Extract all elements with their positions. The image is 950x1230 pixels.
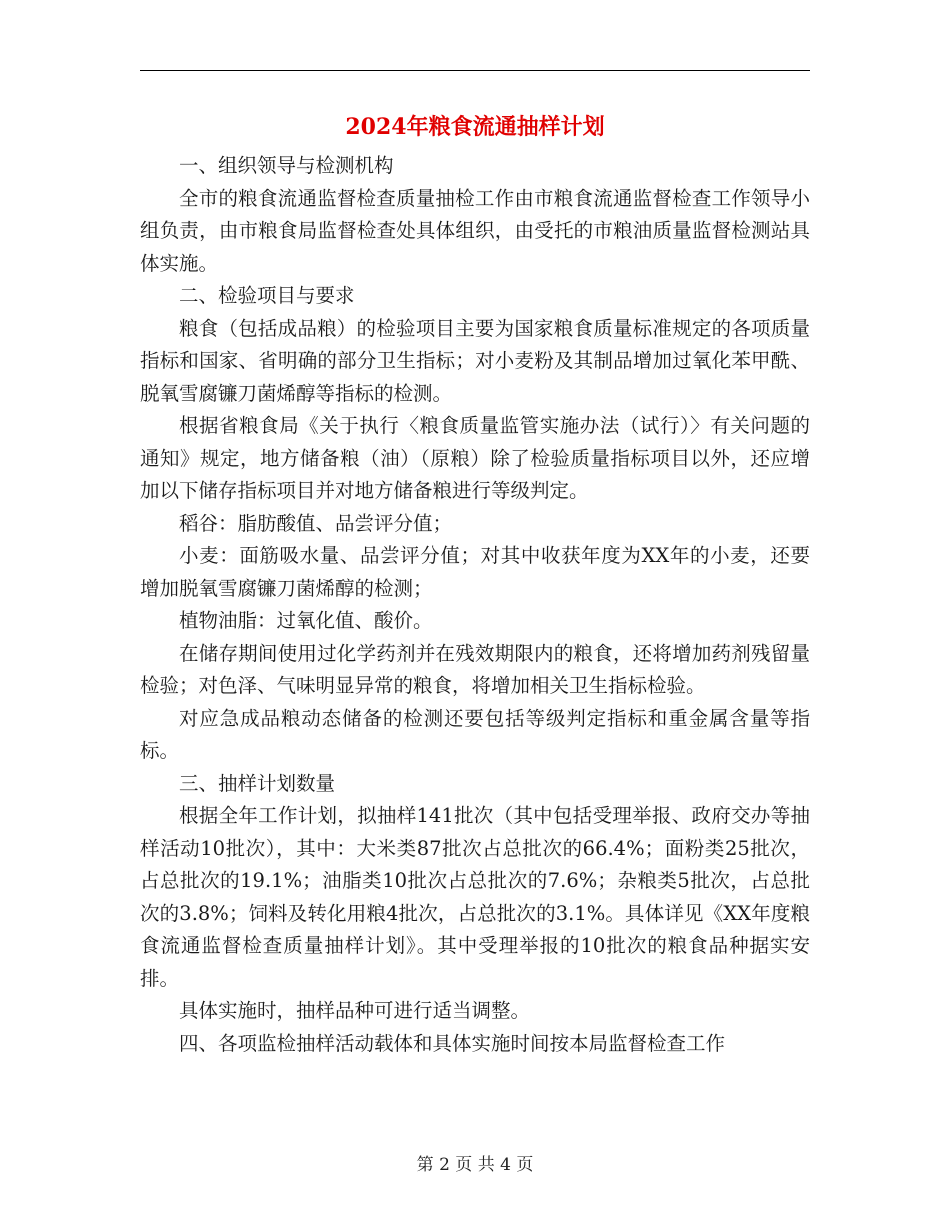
paragraph-organization: 全市的粮食流通监督检查质量抽检工作由市粮食流通监督检查工作领导小组负责，由市粮食局监督检查处具体组织，由受托的市粮油质量监督检测站具体实施。 [140,186,810,275]
paragraph-emergency-reserve: 对应急成品粮动态储备的检测还要包括等级判定指标和重金属含量等指标。 [140,706,810,762]
section-heading-1: 一、组织领导与检测机构 [179,154,394,177]
paragraph-rice: 稻谷：脂肪酸值、品尝评分值； [179,511,453,535]
section-heading-3: 三、抽样计划数量 [179,771,336,795]
paragraph-chemical-residue: 在储存期间使用过化学药剂并在残效期限内的粮食，还将增加药剂残留量检验；对色泽、气味明显异常的粮食，将增加相关卫生指标检验。 [140,641,810,697]
paragraph-sampling-quantity: 根据全年工作计划，拟抽样141批次（其中包括受理举报、政府交办等抽样活动10批次），其中：大米类87批次占总批次的66.4%；面粉类25批次，占总批次的19.1%；油脂类10批次占总批次的7.6%；杂粮类5批次，占总批次的3.8%；饲料及转化用粮4批次，占总批次的3.1%。具体详见《XX年度粮食流通监督检查质量抽样计划》。其中受理举报的10批次的粮食品种据实安排。 [140,804,810,990]
document-title: 2024年粮食流通抽样计划 [345,114,605,140]
paragraph-inspection-items: 粮食（包括成品粮）的检验项目主要为国家粮食质量标准规定的各项质量指标和国家、省明确的部分卫生指标；对小麦粉及其制品增加过氧化苯甲酰、脱氧雪腐镰刀菌烯醇等指标的检测。 [140,316,810,405]
paragraph-wheat: 小麦：面筋吸水量、品尝评分值；对其中收获年度为XX年的小麦，还要增加脱氧雪腐镰刀菌烯醇的检测； [140,544,810,600]
document-body [140,150,810,1060]
section-heading-4: 四、各项监检抽样活动载体和具体实施时间按本局监督检查工作 [179,1031,726,1055]
paragraph-vegetable-oil: 植物油脂：过氧化值、酸价。 [179,609,433,632]
paragraph-adjustment: 具体实施时，抽样品种可进行适当调整。 [179,999,531,1022]
paragraph-provincial-notice: 根据省粮食局《关于执行〈粮食质量监管实施办法（试行）〉有关问题的通知》规定，地方储备粮（油）（原粮）除了检验质量指标项目以外，还应增加以下储存指标项目并对地方储备粮进行等级判定。 [140,414,810,502]
page-number: 第 2 页 共 4 页 [416,1155,534,1175]
section-heading-2: 二、检验项目与要求 [179,284,355,307]
header-rule [140,70,810,71]
